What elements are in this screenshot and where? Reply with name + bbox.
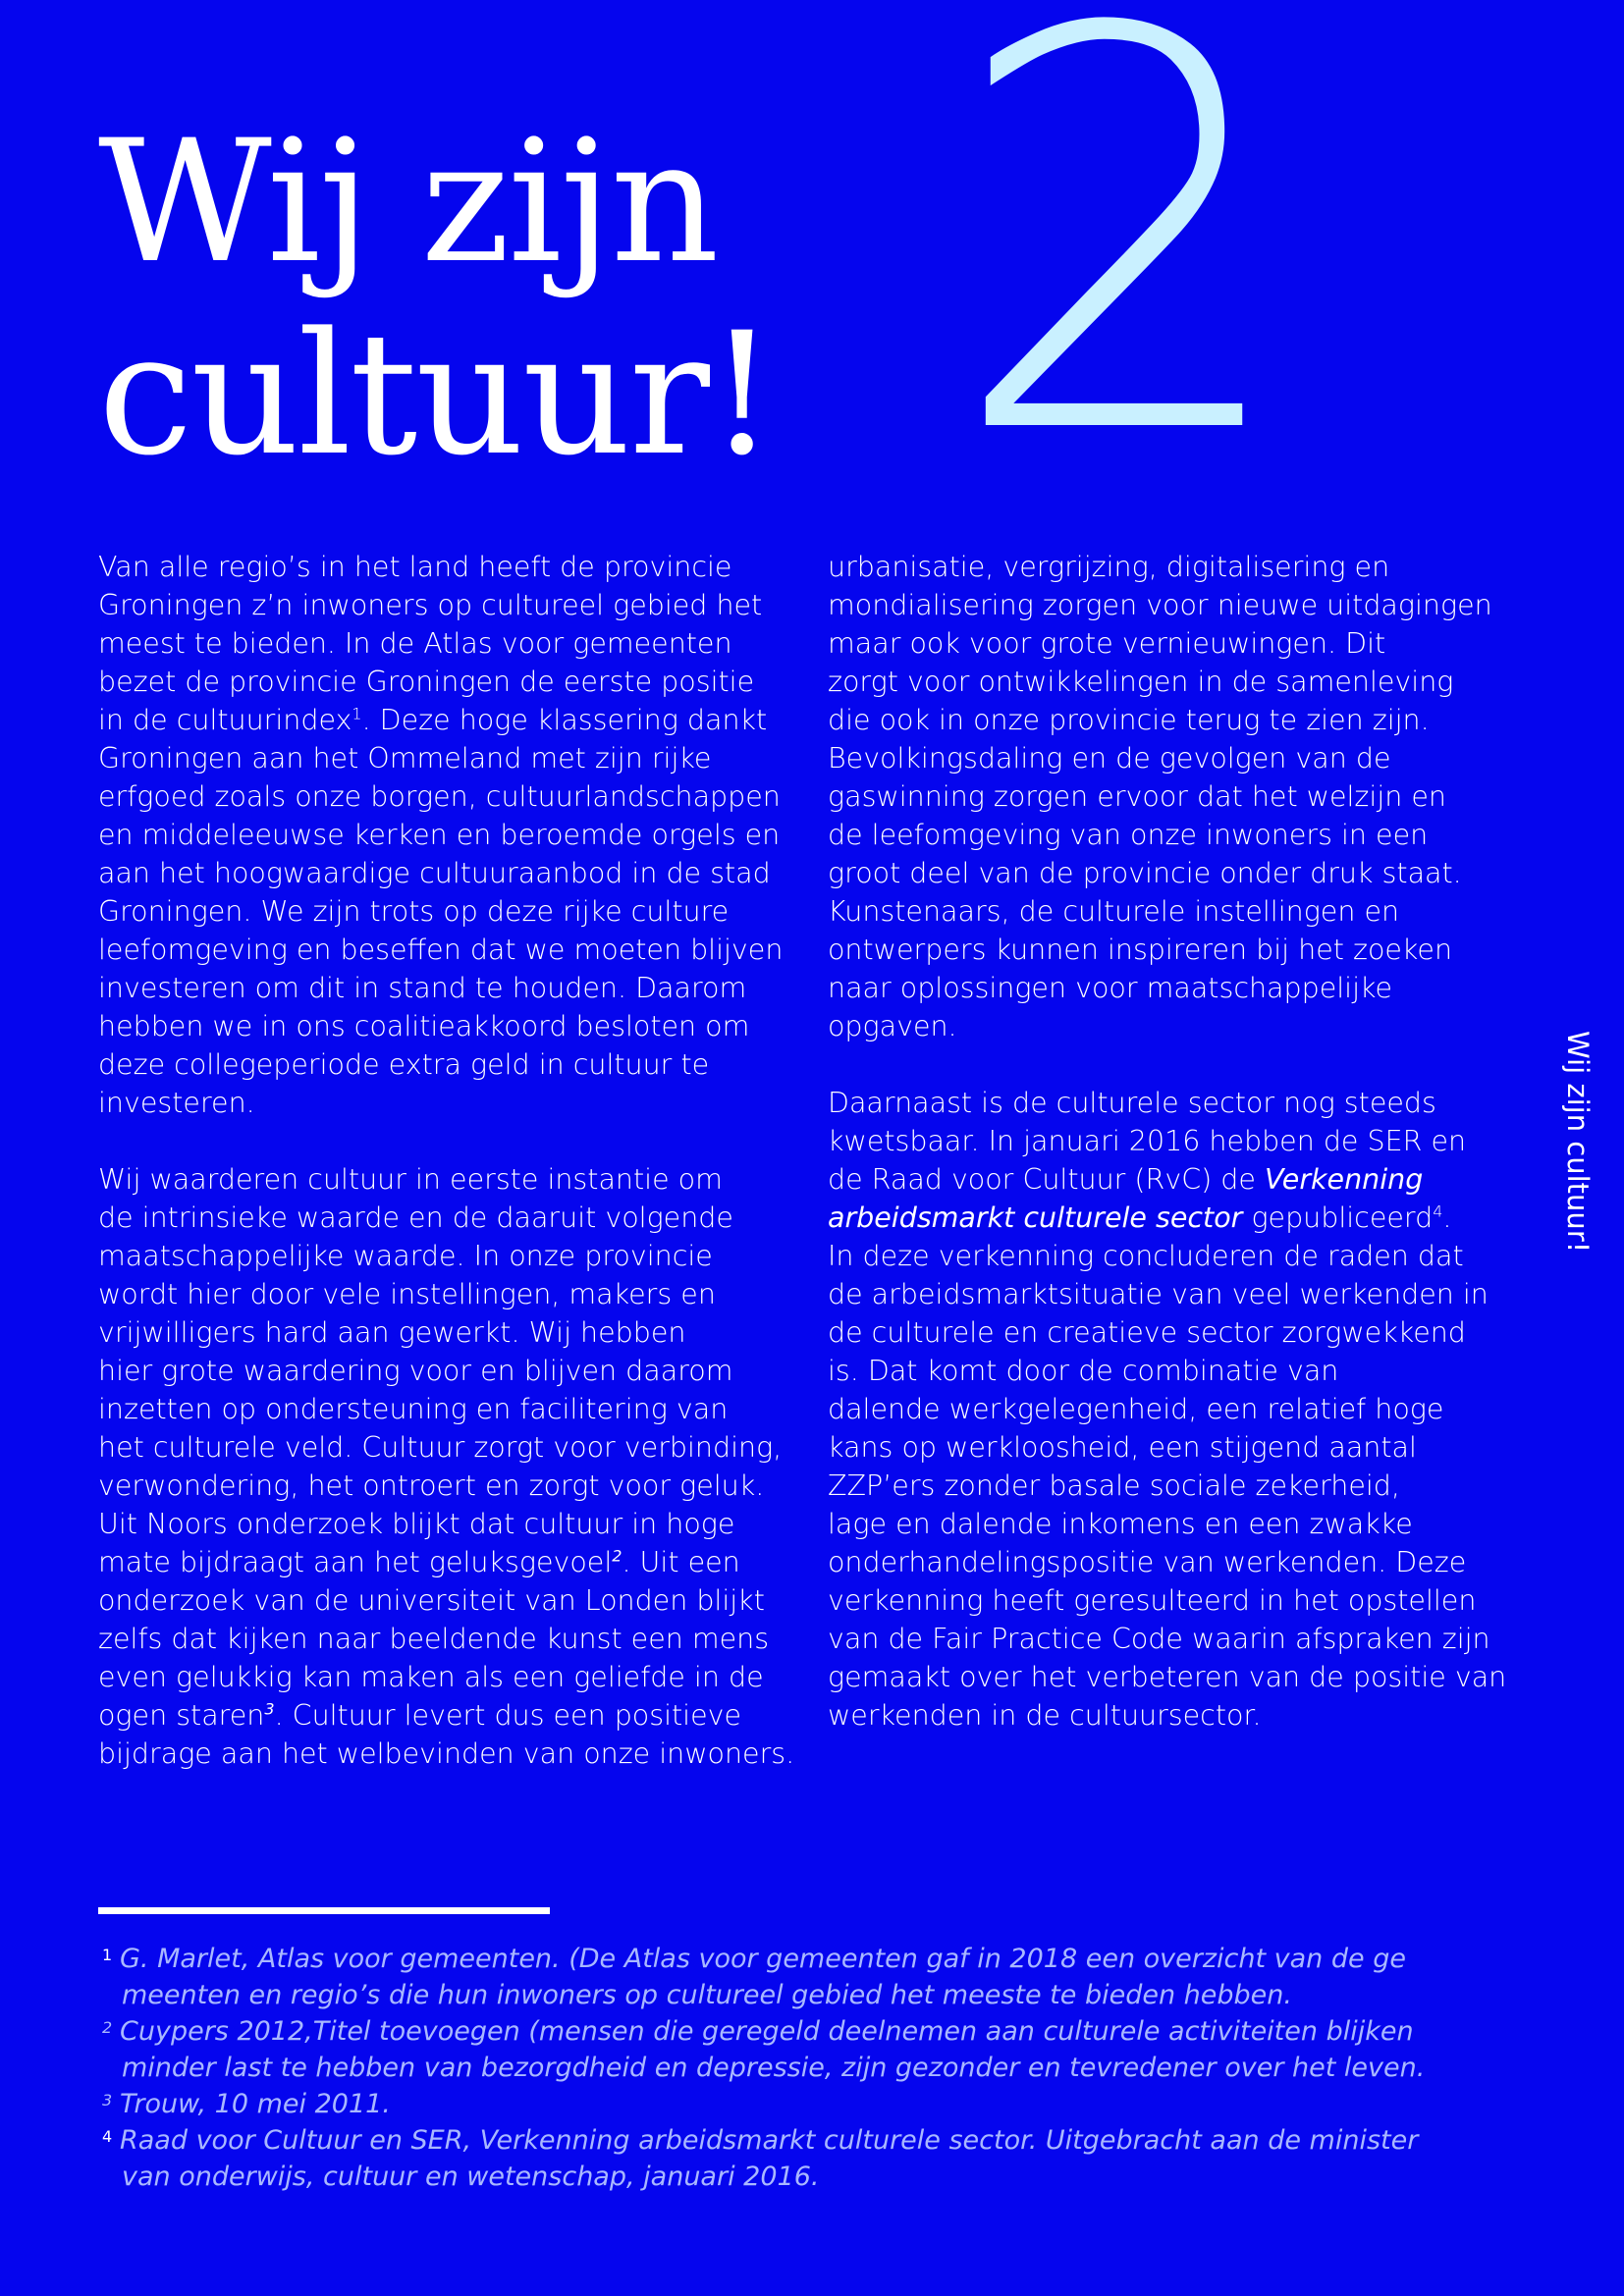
text-fragment: mate bijdraagt aan het geluksgevoel <box>98 1546 613 1578</box>
footnote-text: Raad voor Cultuur en SER, Verkenning arbeidsmarkt culturele sector. Uitgebracht aan de minister <box>120 2125 1419 2156</box>
text-line: Daarnaast is de culturele sector nog steeds <box>828 1087 1436 1119</box>
text-line: Uit Noors onderzoek blijkt dat cultuur in hoge <box>98 1508 735 1540</box>
text-line: investeren. <box>98 1087 255 1119</box>
publication-title-part: arbeidsmarkt culturele sector <box>828 1201 1243 1234</box>
page-title <box>98 103 775 493</box>
footnote-4 <box>98 2122 1532 2195</box>
text-line: is. Dat komt door de combinatie van <box>828 1355 1339 1387</box>
text-line: zelfs dat kijken naar beeldende kunst een mens <box>98 1623 770 1655</box>
text-line: Wij waarderen cultuur in eerste instantie om <box>98 1163 723 1196</box>
text-line: ZZP’ers zonder basale sociale zekerheid, <box>828 1469 1400 1502</box>
text-fragment: in de cultuurindex <box>98 704 352 736</box>
title-line-2: cultuur! <box>98 295 775 493</box>
text-line: onderhandelingspositie van werkenden. Deze <box>828 1546 1467 1578</box>
footnote-ref-2[interactable]: 2 <box>612 1546 623 1566</box>
text-line <box>828 1160 1554 1199</box>
text-line: de culturele en creatieve sector zorgwekkend <box>828 1316 1466 1349</box>
footnote-text: Cuypers 2012,Titel toevoegen (mensen die geregeld deelnemen aan culturele activiteiten blijken <box>120 2016 1414 2047</box>
text-line: even gelukkig kan maken als een geliefde in de <box>98 1661 764 1693</box>
text-line <box>828 1199 1554 1237</box>
footnote-ref-4[interactable]: 4 <box>1433 1201 1443 1221</box>
footnote-number: 3 <box>102 2091 113 2109</box>
left-paragraph-2 <box>98 1160 825 1773</box>
text-line: zorgt voor ontwikkelingen in de samenleving <box>828 666 1454 698</box>
chapter-number: 2 <box>947 0 1298 556</box>
text-fragment: . Deze hoge klassering dankt <box>361 704 768 736</box>
text-line: hier grote waardering voor en blijven daarom <box>98 1355 733 1387</box>
text-line: Bevolkingsdaling en de gevolgen van de <box>828 742 1391 774</box>
left-column <box>98 548 825 1811</box>
text-line: hebben we in ons coalitieakkoord besloten om <box>98 1010 750 1042</box>
right-paragraph-2 <box>828 1084 1554 1735</box>
text-fragment: gepubliceerd <box>1242 1201 1434 1234</box>
text-line: kans op werkloosheid, een stijgend aantal <box>828 1431 1417 1464</box>
text-line: de arbeidsmarktsituatie van veel werkenden in <box>828 1278 1489 1310</box>
text-line: deze collegeperiode extra geld in cultuur te <box>98 1048 710 1081</box>
text-fragment: . <box>1442 1201 1452 1234</box>
running-title-vertical: Wij zijn cultuur! <box>1561 1031 1595 1254</box>
text-line: vrijwilligers hard aan gewerkt. Wij hebben <box>98 1316 686 1349</box>
footnote-ref-1[interactable]: 1 <box>352 704 362 723</box>
footnote-2 <box>98 2013 1532 2086</box>
left-paragraph-1 <box>98 548 825 1122</box>
text-line: de leefomgeving van onze inwoners in een <box>828 819 1429 851</box>
text-line: dalende werkgelegenheid, een relatief hoge <box>828 1393 1444 1425</box>
text-line: die ook in onze provincie terug te zien zijn. <box>828 704 1430 736</box>
text-line: ontwerpers kunnen inspireren bij het zoeken <box>828 934 1453 966</box>
text-line: investeren om dit in stand te houden. Daarom <box>98 972 747 1004</box>
text-line: het culturele veld. Cultuur zorgt voor verbinding, <box>98 1431 783 1464</box>
text-fragment: de Raad voor Cultuur (RvC) de <box>828 1163 1265 1196</box>
text-line: de intrinsieke waarde en de daaruit volgende <box>98 1201 733 1234</box>
text-line: Groningen z’n inwoners op cultureel gebied het <box>98 589 763 621</box>
text-line: In deze verkenning concluderen de raden dat <box>828 1240 1464 1272</box>
text-fragment: ogen staren <box>98 1699 265 1732</box>
footnote-divider <box>98 1907 550 1914</box>
footnote-number: 2 <box>102 2018 113 2037</box>
title-line-1: Wij zijn <box>98 103 718 300</box>
publication-title-part: Verkenning <box>1264 1163 1424 1196</box>
text-line <box>98 701 825 739</box>
text-line: mondialisering zorgen voor nieuwe uitdagingen <box>828 589 1492 621</box>
text-line: opgaven. <box>828 1010 957 1042</box>
right-paragraph-1 <box>828 548 1554 1045</box>
footnote-text: Trouw, 10 mei 2011. <box>120 2089 391 2119</box>
text-line: verkenning heeft geresulteerd in het opstellen <box>828 1584 1477 1617</box>
text-line: gemaakt over het verbeteren van de positie van <box>828 1661 1507 1693</box>
footnote-3 <box>98 2086 1532 2122</box>
text-line: onderzoek van de universiteit van Londen blijkt <box>98 1584 765 1617</box>
text-line <box>98 1543 825 1581</box>
text-line: Groningen aan het Ommeland met zijn rijke <box>98 742 712 774</box>
footnote-number: 1 <box>102 1946 113 1964</box>
text-line: bijdrage aan het welbevinden van onze inwoners. <box>98 1737 795 1770</box>
footnote-1 <box>98 1941 1532 2013</box>
text-line: bezet de provincie Groningen de eerste positie <box>98 666 755 698</box>
text-fragment: . Uit een <box>622 1546 740 1578</box>
text-line: lage en dalende inkomens en een zwakke <box>828 1508 1413 1540</box>
footnote-text: meenten en regio’s die hun inwoners op cultureel gebied het meeste te bieden hebben. <box>122 1980 1292 2010</box>
text-line: urbanisatie, vergrijzing, digitalisering en <box>828 551 1390 583</box>
footnote-text: minder last te hebben van bezorgdheid en depressie, zijn gezonder en tevredener over het leven. <box>122 2053 1426 2083</box>
text-line: Groningen. We zijn trots op deze rijke culture <box>98 895 730 928</box>
text-line: Kunstenaars, de culturele instellingen en <box>828 895 1400 928</box>
text-line: werkenden in de cultuursector. <box>828 1699 1262 1732</box>
text-line: verwondering, het ontroert en zorgt voor geluk. <box>98 1469 765 1502</box>
text-line: maar ook voor grote vernieuwingen. Dit <box>828 627 1386 660</box>
text-line: leefomgeving en beseffen dat we moeten blijven <box>98 934 784 966</box>
text-line: meest te bieden. In de Atlas voor gemeenten <box>98 627 732 660</box>
footnotes <box>98 1941 1532 2195</box>
text-line: kwetsbaar. In januari 2016 hebben de SER en <box>828 1125 1467 1157</box>
text-line: aan het hoogwaardige cultuuraanbod in de stad <box>98 857 771 889</box>
text-line: en middeleeuwse kerken en beroemde orgels en <box>98 819 781 851</box>
text-fragment: . Cultuur levert dus een positieve <box>274 1699 742 1732</box>
footnote-text: van onderwijs, cultuur en wetenschap, januari 2016. <box>122 2162 820 2192</box>
footnote-text: G. Marlet, Atlas voor gemeenten. (De Atlas voor gemeenten gaf in 2018 een overzicht van de ge <box>120 1944 1406 1974</box>
text-line: wordt hier door vele instellingen, makers en <box>98 1278 716 1310</box>
text-line: van de Fair Practice Code waarin afspraken zijn <box>828 1623 1490 1655</box>
footnote-ref-3[interactable]: 3 <box>264 1699 275 1719</box>
text-line: gaswinning zorgen ervoor dat het welzijn en <box>828 780 1446 813</box>
text-line <box>98 1696 825 1735</box>
text-line: erfgoed zoals onze borgen, cultuurlandschappen <box>98 780 781 813</box>
text-line: Van alle regio’s in het land heeft de provincie <box>98 551 732 583</box>
text-line: maatschappelijke waarde. In onze provincie <box>98 1240 713 1272</box>
footnote-number: 4 <box>102 2127 113 2146</box>
text-line: groot deel van de provincie onder druk staat. <box>828 857 1462 889</box>
text-line: naar oplossingen voor maatschappelijke <box>828 972 1393 1004</box>
right-column <box>828 548 1554 1773</box>
text-line: inzetten op ondersteuning en facilitering van <box>98 1393 729 1425</box>
